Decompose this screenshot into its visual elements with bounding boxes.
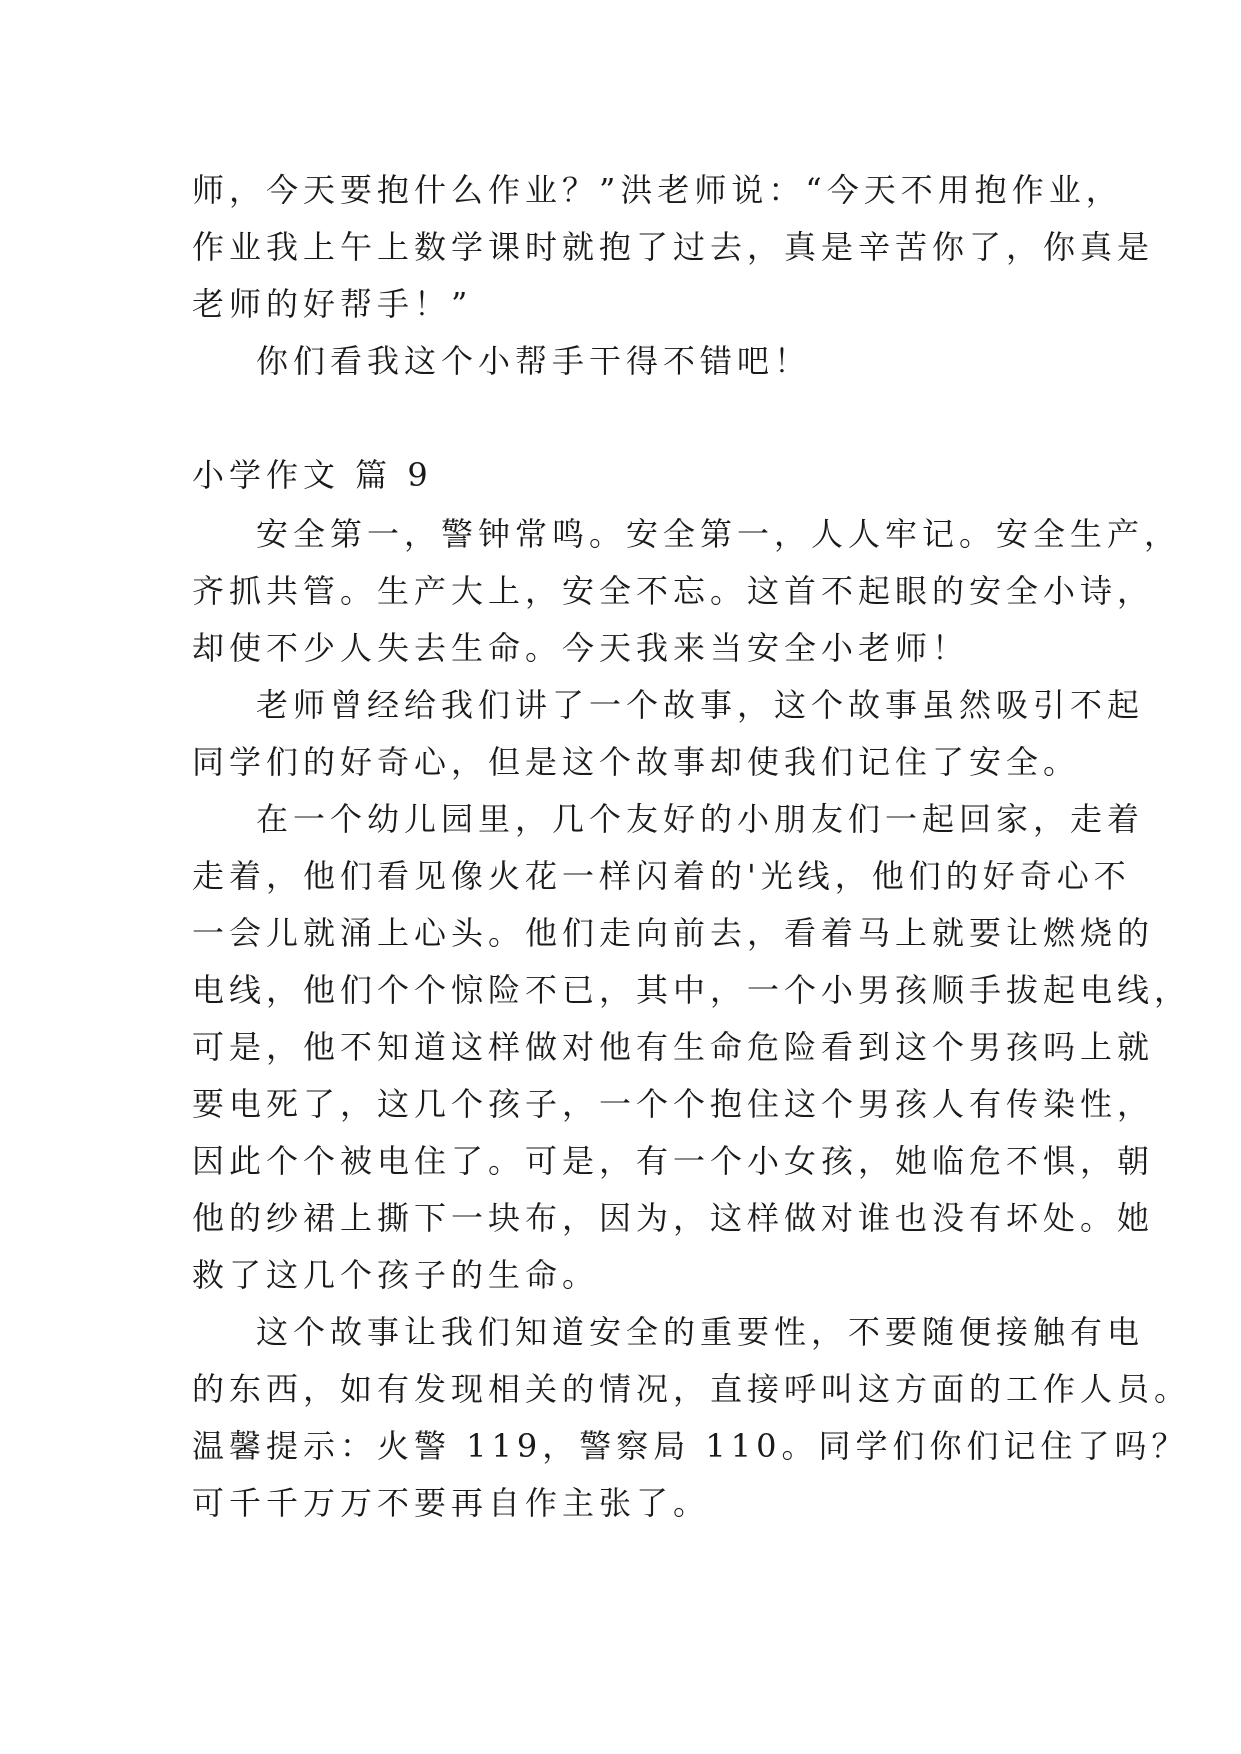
paragraph-line: 一会儿就涌上心头。他们走向前去，看着马上就要让燃烧的 (192, 914, 1155, 952)
paragraph-line: 安全第一，警钟常鸣。安全第一，人人牢记。安全生产， (256, 515, 1182, 553)
paragraph-line: 他的纱裙上撕下一块布，因为，这样做对谁也没有坏处。她 (192, 1199, 1155, 1237)
paragraph-line: 要电死了，这几个孩子，一个个抱住这个男孩人有传染性， (192, 1085, 1155, 1123)
paragraph-line: 作业我上午上数学课时就抱了过去，真是辛苦你了，你真是 (192, 228, 1155, 266)
section-heading: 小学作文 篇 9 (192, 456, 433, 494)
paragraph-line: 走着，他们看见像火花一样闪着的'光线，他们的好奇心不 (192, 857, 1131, 895)
paragraph-line: 的东西，如有发现相关的情况，直接呼叫这方面的工作人员。 (192, 1370, 1192, 1408)
paragraph-line: 温馨提示：火警 119，警察局 110。同学们你们记住了吗？ (192, 1427, 1189, 1465)
paragraph-line: 老师的好帮手！” (192, 285, 473, 323)
paragraph-line: 同学们的好奇心，但是这个故事却使我们记住了安全。 (192, 743, 1081, 781)
paragraph-line: 齐抓共管。生产大上，安全不忘。这首不起眼的安全小诗， (192, 572, 1155, 610)
paragraph-line: 老师曾经给我们讲了一个故事，这个故事虽然吸引不起 (256, 686, 1145, 724)
paragraph-line: 因此个个被电住了。可是，有一个小女孩，她临危不惧，朝 (192, 1142, 1155, 1180)
paragraph-line: 师，今天要抱什么作业？”洪老师说：“今天不用抱作业， (192, 171, 1123, 209)
paragraph-line: 却使不少人失去生命。今天我来当安全小老师！ (192, 629, 970, 667)
paragraph-line: 在一个幼儿园里，几个友好的小朋友们一起回家，走着 (256, 800, 1145, 838)
paragraph-line: 救了这几个孩子的生命。 (192, 1256, 600, 1294)
paragraph-line: 电线，他们个个惊险不已，其中，一个小男孩顺手拔起电线， (192, 971, 1192, 1009)
paragraph-line: 这个故事让我们知道安全的重要性，不要随便接触有电 (256, 1313, 1145, 1351)
paragraph-line: 你们看我这个小帮手干得不错吧！ (256, 342, 812, 380)
paragraph-line: 可千千万万不要再自作主张了。 (192, 1484, 711, 1522)
paragraph-line: 可是，他不知道这样做对他有生命危险看到这个男孩吗上就 (192, 1028, 1155, 1066)
